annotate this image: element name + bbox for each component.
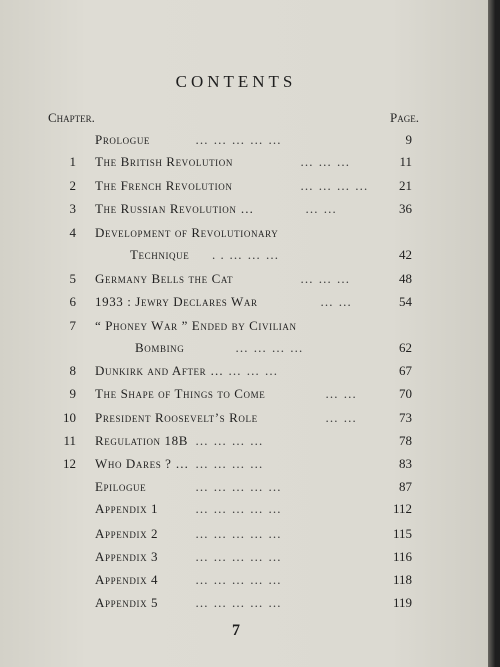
- toc-row: [0, 479, 488, 501]
- page-number-ref: 9: [405, 132, 412, 147]
- chapter-title: Dunkirk and After …: [95, 363, 224, 378]
- page-number-ref: 67: [399, 363, 412, 378]
- page-number-ref: 54: [399, 294, 412, 309]
- chapter-number: 2: [69, 178, 76, 193]
- page-number-ref: 118: [392, 572, 412, 587]
- chapter-title: Appendix 5: [95, 595, 159, 610]
- leader-dots: … …: [325, 386, 358, 401]
- page-number-ref: 36: [399, 201, 412, 216]
- toc-row: [0, 247, 488, 269]
- leader-dots: … … … … …: [195, 549, 282, 564]
- toc-row: [0, 456, 488, 478]
- chapter-title: 1933 : Jewry Declares War: [95, 294, 258, 309]
- leader-dots: . . … … …: [212, 247, 280, 262]
- toc-row: [0, 318, 488, 340]
- chapter-title: Epilogue: [95, 479, 147, 494]
- leader-dots: … … …: [300, 271, 351, 286]
- chapter-number: 5: [69, 271, 76, 286]
- toc-row: [0, 154, 488, 176]
- toc-row: [0, 386, 488, 408]
- toc-row: [0, 549, 488, 571]
- toc-row: [0, 501, 488, 523]
- chapter-title: Appendix 2: [95, 526, 159, 541]
- chapter-title: Prologue: [95, 132, 151, 147]
- page-title: CONTENTS: [175, 72, 297, 91]
- toc-row: [0, 572, 488, 594]
- chapter-title: The French Revolution: [95, 178, 233, 193]
- leader-dots: … … … …: [195, 433, 264, 448]
- toc-row: [0, 201, 488, 223]
- chapter-number: 8: [69, 363, 76, 378]
- leader-dots: … … … … …: [195, 572, 282, 587]
- page-column-header: Page.: [390, 110, 419, 125]
- chapter-title: “ Phoney War ” Ended by Civilian: [95, 318, 297, 333]
- chapter-number: 1: [69, 154, 76, 169]
- leader-dots: … … …: [300, 154, 351, 169]
- leader-dots: … … … … …: [195, 526, 282, 541]
- chapter-number: 9: [69, 386, 76, 401]
- chapter-title: Appendix 1: [95, 501, 159, 516]
- chapter-number: 10: [63, 410, 76, 425]
- chapter-title: The British Revolution: [95, 154, 233, 169]
- leader-dots: … … … … …: [195, 501, 282, 516]
- leader-dots: … … … … …: [195, 132, 282, 147]
- toc-row: [0, 132, 488, 154]
- chapter-title: Appendix 3: [95, 549, 159, 564]
- page-number-ref: 11: [399, 154, 412, 169]
- chapter-number: 7: [69, 318, 76, 333]
- chapter-title: Germany Bells the Cat: [95, 271, 234, 286]
- leader-dots: … … … … …: [195, 479, 282, 494]
- toc-row: [0, 526, 488, 548]
- leader-dots: … …: [305, 201, 338, 216]
- page-number-ref: 87: [399, 479, 412, 494]
- page-number-ref: 119: [392, 595, 412, 610]
- page-number-ref: 42: [399, 247, 412, 262]
- page-number-ref: 112: [392, 501, 412, 516]
- page-number-ref: 62: [399, 340, 412, 355]
- page-number-ref: 73: [399, 410, 412, 425]
- chapter-title: The Shape of Things to Come: [95, 386, 266, 401]
- chapter-title: Regulation 18B: [95, 433, 188, 448]
- leader-dots: … …: [325, 410, 358, 425]
- chapter-title: The Russian Revolution …: [95, 201, 254, 216]
- leader-dots: … … …: [228, 363, 279, 378]
- page-number-ref: 116: [392, 549, 412, 564]
- toc-row: [0, 271, 488, 293]
- leader-dots: … …: [320, 294, 353, 309]
- page-number-ref: 70: [399, 386, 412, 401]
- toc-row: [0, 433, 488, 455]
- chapter-column-header: Chapter.: [48, 110, 95, 125]
- page-number: 7: [232, 622, 240, 639]
- toc-row: [0, 178, 488, 200]
- toc-row: [0, 294, 488, 316]
- page-number-ref: 21: [399, 178, 412, 193]
- leader-dots: … … … …: [195, 456, 264, 471]
- leader-dots: … … … …: [235, 340, 304, 355]
- book-edge: [488, 0, 500, 667]
- toc-row: [0, 410, 488, 432]
- chapter-number: 3: [69, 201, 76, 216]
- chapter-title: Technique: [130, 247, 190, 262]
- chapter-number: 6: [69, 294, 76, 309]
- chapter-title: Appendix 4: [95, 572, 159, 587]
- chapter-number: 12: [63, 456, 76, 471]
- leader-dots: … … … … …: [195, 595, 282, 610]
- chapter-title: President Roosevelt’s Role: [95, 410, 258, 425]
- chapter-number: 11: [63, 433, 76, 448]
- chapter-number: 4: [69, 225, 76, 240]
- chapter-title: Who Dares ? …: [95, 456, 189, 471]
- page-number-ref: 115: [392, 526, 412, 541]
- page-number-ref: 83: [399, 456, 412, 471]
- chapter-title: Development of Revolutionary: [95, 225, 279, 240]
- toc-row: [0, 225, 488, 247]
- chapter-title: Bombing: [135, 340, 185, 355]
- toc-row: [0, 595, 488, 617]
- page-number-ref: 48: [399, 271, 412, 286]
- leader-dots: … … … …: [300, 178, 369, 193]
- page-number-ref: 78: [399, 433, 412, 448]
- toc-row: [0, 363, 488, 385]
- toc-row: [0, 340, 488, 362]
